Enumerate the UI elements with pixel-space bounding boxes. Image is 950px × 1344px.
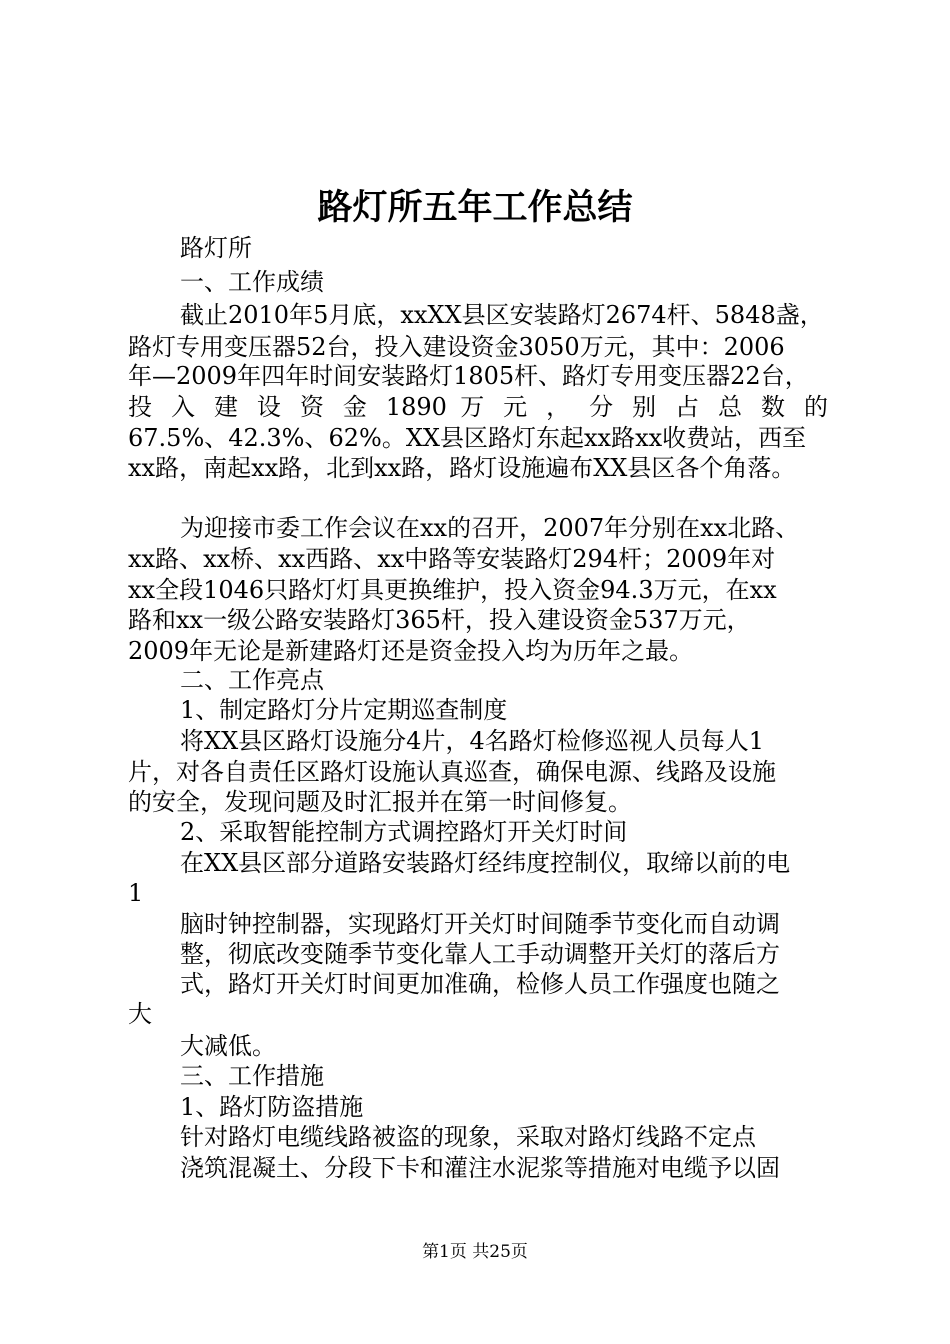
page-footer: 第1页 共25页 <box>422 1242 528 1262</box>
author-line: 路灯所 <box>180 234 252 262</box>
subsection-heading: 1、制定路灯分片定期巡查制度 <box>180 696 508 724</box>
paragraph-line: 路灯专用变压器52台，投入建设资金3050万元，其中：2006 <box>128 333 785 361</box>
paragraph-line: xx全段1046只路灯灯具更换维护，投入资金94.3万元，在xx <box>128 576 777 604</box>
paragraph-line: xx路、xx桥、xx西路、xx中路等安装路灯294杆；2009年对 <box>128 545 776 573</box>
paragraph-line: 投 入 建 设 资 金 1890 万 元 ， 分 别 占 总 数 的 <box>128 393 828 421</box>
paragraph-line: 脑时钟控制器，实现路灯开关灯时间随季节变化而自动调 <box>180 910 780 938</box>
paragraph-line: 67.5%、42.3%、62%。XX县区路灯东起xx路xx收费站，西至 <box>128 424 807 452</box>
paragraph-line: 为迎接市委工作会议在xx的召开，2007年分别在xx北路、 <box>180 514 800 542</box>
section-heading-2: 二、工作亮点 <box>180 666 324 694</box>
paragraph-line: 大减低。 <box>180 1032 276 1060</box>
subsection-heading: 1、路灯防盗措施 <box>180 1093 364 1121</box>
paragraph-line: 针对路灯电缆线路被盗的现象，采取对路灯线路不定点 <box>180 1123 756 1151</box>
paragraph-line: 整，彻底改变随季节变化靠人工手动调整开关灯的落后方 <box>180 940 780 968</box>
paragraph-line: 年—2009年四年时间安装路灯1805杆、路灯专用变压器22台， <box>128 362 809 390</box>
section-heading-3: 三、工作措施 <box>180 1062 324 1090</box>
paragraph-line: 1 <box>128 879 144 907</box>
section-heading-1: 一、工作成绩 <box>180 268 324 296</box>
document-title: 路灯所五年工作总结 <box>317 187 633 228</box>
paragraph-line: 在XX县区部分道路安装路灯经纬度控制仪，取缔以前的电 <box>180 849 791 877</box>
subsection-heading: 2、采取智能控制方式调控路灯开关灯时间 <box>180 818 628 846</box>
paragraph-line: xx路，南起xx路，北到xx路，路灯设施遍布XX县区各个角落。 <box>128 454 796 482</box>
paragraph-line: 2009年无论是新建路灯还是资金投入均为历年之最。 <box>128 637 694 665</box>
paragraph-line: 的安全，发现问题及时汇报并在第一时间修复。 <box>128 788 632 816</box>
paragraph-line: 浇筑混凝土、分段下卡和灌注水泥浆等措施对电缆予以固 <box>180 1154 780 1182</box>
paragraph-line: 大 <box>128 1000 152 1028</box>
paragraph-line: 式，路灯开关灯时间更加准确，检修人员工作强度也随之 <box>180 970 780 998</box>
paragraph-line: 截止2010年5月底，xxXX县区安装路灯2674杆、5848盏， <box>180 301 824 329</box>
paragraph-line: 片，对各自责任区路灯设施认真巡查，确保电源、线路及设施 <box>128 758 776 786</box>
paragraph-line: 路和xx一级公路安装路灯365杆，投入建设资金537万元， <box>128 606 751 634</box>
paragraph-line: 将XX县区路灯设施分4片，4名路灯检修巡视人员每人1 <box>180 727 764 755</box>
